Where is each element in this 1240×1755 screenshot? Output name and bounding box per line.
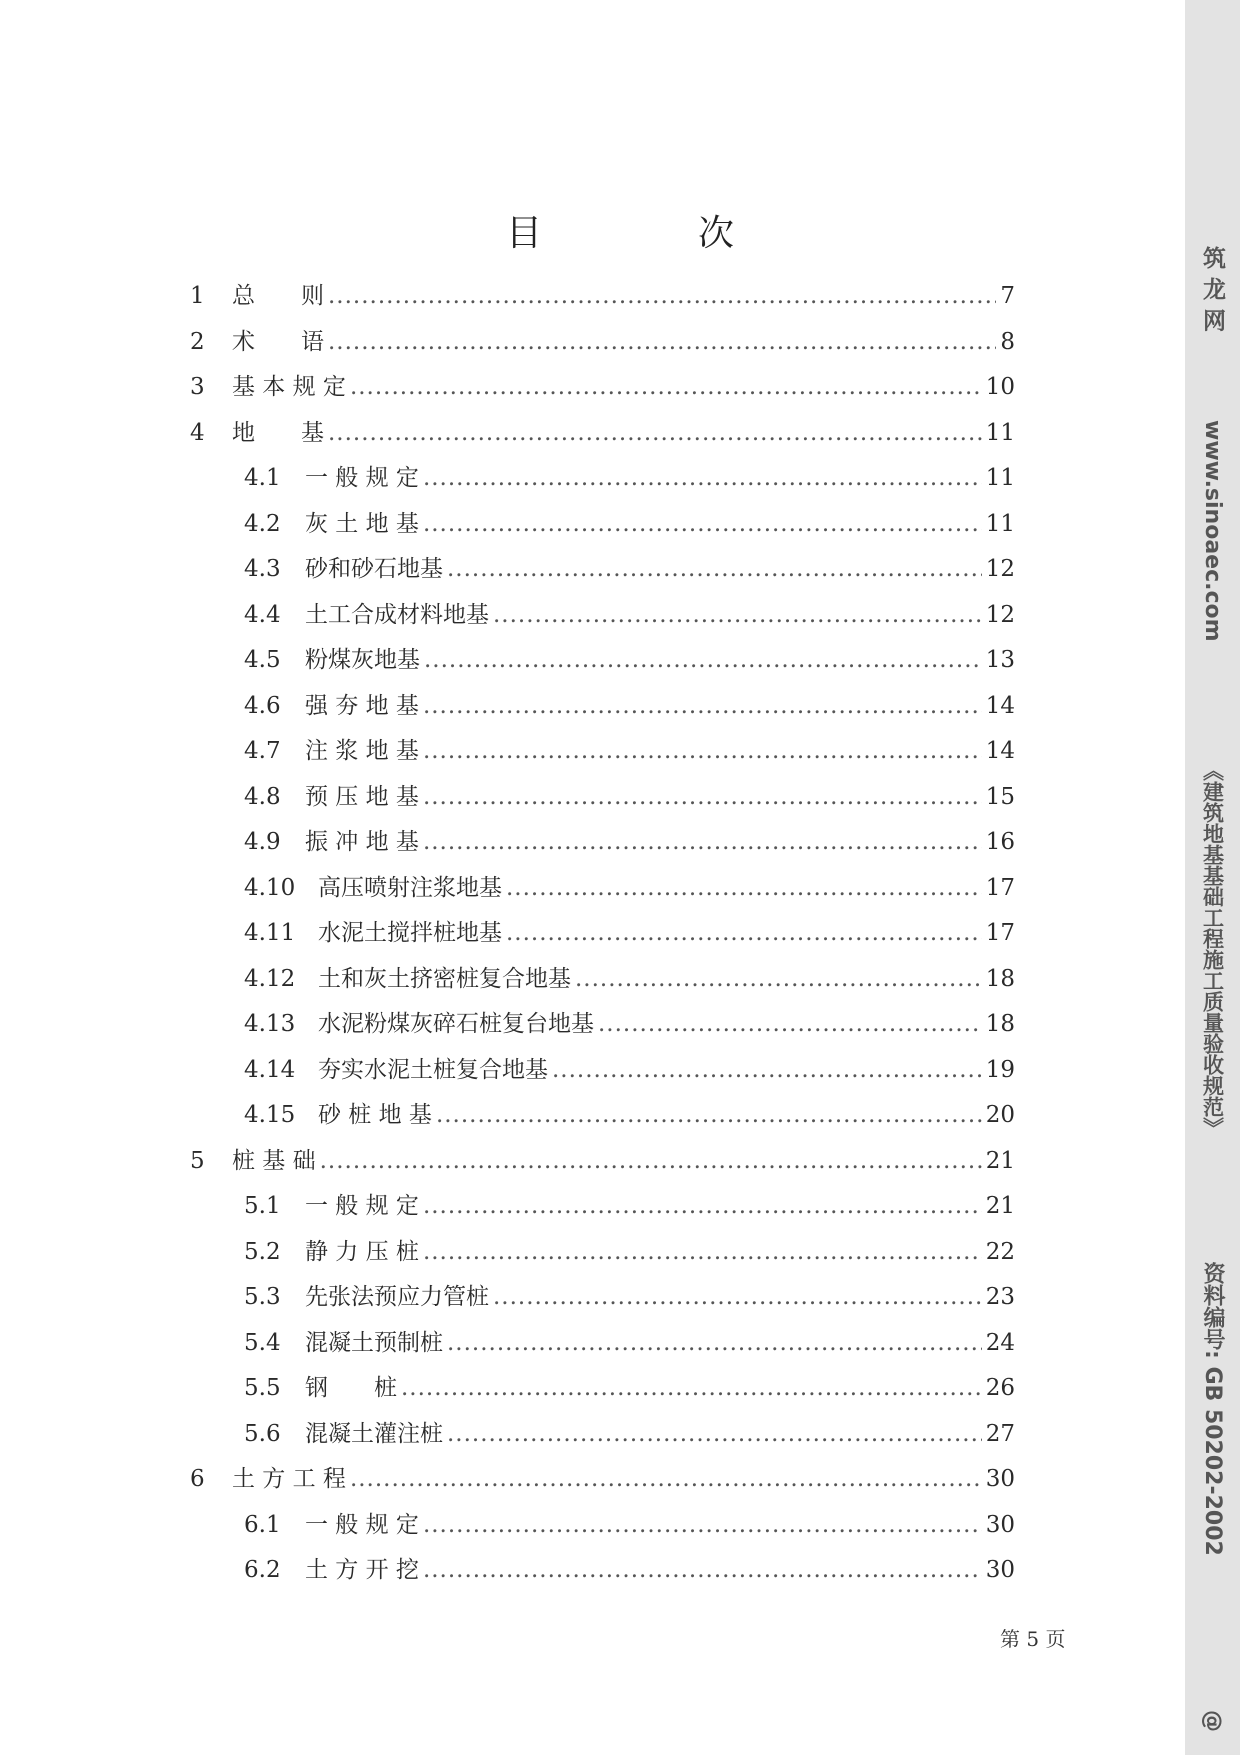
toc-section-title: 振 冲 地 基	[305, 829, 419, 855]
toc-section-number: 5.4	[244, 1329, 281, 1356]
toc-section-number: 5.1	[244, 1193, 281, 1219]
toc-dot-leader	[423, 1550, 982, 1590]
toc-entry[interactable]	[244, 731, 1015, 771]
toc-dot-leader	[328, 322, 996, 362]
toc-entry[interactable]	[244, 1095, 1015, 1135]
toc-section-number: 4.14	[244, 1056, 296, 1083]
toc-section-number: 4.9	[244, 829, 281, 855]
toc-section-title: 水泥粉煤灰碎石桩复台地基	[318, 1011, 594, 1037]
toc-page-number: 17	[985, 920, 1015, 946]
toc-page-number: 21	[985, 1193, 1015, 1219]
banner-site-name: 筑 龙 网	[1199, 246, 1225, 332]
toc-entry[interactable]	[244, 1323, 1015, 1363]
toc-dot-leader	[506, 868, 982, 908]
toc-entry[interactable]	[190, 322, 1015, 362]
toc-section-title: 灰 土 地 基	[305, 510, 419, 537]
toc-entry[interactable]	[244, 1550, 1015, 1590]
toc-entry[interactable]	[190, 1459, 1015, 1499]
toc-section-title: 混凝土灌注桩	[305, 1420, 443, 1447]
toc-section-title: 总 则	[232, 283, 324, 309]
toc-dot-leader	[447, 1323, 982, 1363]
toc-dot-leader	[320, 1141, 982, 1181]
toc-entry[interactable]	[244, 822, 1015, 862]
toc-section-number: 5.2	[244, 1238, 281, 1265]
toc-section-number: 4.3	[244, 556, 281, 582]
toc-entry[interactable]	[190, 1141, 1015, 1181]
page-number-label: 第 5 页	[1000, 1627, 1066, 1651]
toc-section-title: 夯实水泥土桩复合地基	[318, 1056, 548, 1083]
toc-page-number: 13	[985, 647, 1015, 673]
banner-at-symbol: @	[1200, 1710, 1225, 1732]
toc-entry[interactable]	[244, 868, 1015, 908]
toc-dot-leader	[423, 777, 982, 817]
toc-section-title: 地 基	[232, 419, 324, 446]
toc-dot-leader	[328, 413, 982, 453]
toc-dot-leader	[401, 1368, 982, 1408]
toc-page-number: 8	[1000, 328, 1015, 355]
toc-entry[interactable]	[244, 504, 1015, 544]
side-banner-text	[1185, 0, 1240, 1755]
toc-entry[interactable]	[244, 1368, 1015, 1408]
toc-dot-leader	[552, 1050, 982, 1090]
toc-dot-leader	[328, 276, 996, 316]
toc-dot-leader	[598, 1004, 982, 1044]
toc-entry[interactable]	[244, 1186, 1015, 1226]
toc-section-number: 4.11	[244, 920, 296, 946]
toc-entry[interactable]	[244, 1050, 1015, 1090]
toc-section-number: 4.12	[244, 965, 296, 992]
toc-section-number: 3	[190, 374, 205, 400]
toc-dot-leader	[423, 1186, 982, 1226]
toc-section-number: 1	[190, 283, 205, 309]
toc-entry[interactable]	[244, 640, 1015, 680]
toc-dot-leader	[423, 504, 982, 544]
toc-entry[interactable]	[244, 959, 1015, 999]
toc-section-number: 5	[190, 1147, 205, 1174]
toc-dot-leader	[423, 731, 982, 771]
toc-section-title: 高压喷射注浆地基	[318, 874, 502, 901]
toc-page-number: 12	[985, 601, 1015, 628]
toc-section-title: 土 方 工 程	[232, 1466, 346, 1492]
toc-section-title: 砂和砂石地基	[305, 556, 443, 582]
toc-section-number: 4.8	[244, 783, 281, 810]
toc-page-number: 11	[985, 419, 1015, 446]
toc-entry[interactable]	[244, 595, 1015, 635]
toc-page-number: 14	[985, 692, 1015, 719]
toc-page-number: 11	[985, 510, 1015, 537]
toc-section-title: 混凝土预制桩	[305, 1329, 443, 1356]
toc-section-title: 术 语	[232, 328, 324, 355]
toc-page-number: 19	[985, 1056, 1015, 1083]
toc-section-title: 水泥土搅拌桩地基	[318, 920, 502, 946]
toc-section-title: 强 夯 地 基	[305, 692, 419, 719]
toc-section-number: 5.3	[244, 1284, 281, 1310]
toc-dot-leader	[423, 822, 982, 862]
toc-section-number: 4.1	[244, 465, 281, 491]
toc-dot-leader	[493, 595, 982, 635]
toc-section-number: 4.10	[244, 874, 296, 901]
toc-entry[interactable]	[244, 549, 1015, 589]
toc-section-title: 基 本 规 定	[232, 374, 346, 400]
toc-section-number: 4.2	[244, 510, 281, 537]
toc-dot-leader	[423, 1232, 982, 1272]
toc-dot-leader	[447, 549, 982, 589]
toc-dot-leader	[350, 1459, 982, 1499]
toc-entry[interactable]	[244, 1004, 1015, 1044]
toc-entry[interactable]	[244, 458, 1015, 498]
toc-entry[interactable]	[190, 276, 1015, 316]
toc-section-title: 注 浆 地 基	[305, 738, 419, 764]
toc-entry[interactable]	[244, 1232, 1015, 1272]
toc-page-number: 30	[985, 1557, 1015, 1583]
toc-section-title: 一 般 规 定	[305, 465, 419, 491]
page-title: 目 次	[505, 213, 794, 254]
toc-section-title: 土和灰土挤密桩复合地基	[318, 965, 571, 992]
toc-section-number: 4.4	[244, 601, 281, 628]
toc-section-title: 桩 基 础	[232, 1147, 316, 1174]
toc-page-number: 27	[985, 1420, 1015, 1447]
toc-dot-leader	[350, 367, 982, 407]
toc-page-number: 22	[985, 1238, 1015, 1265]
toc-section-number: 6.1	[244, 1511, 281, 1538]
toc-page-number: 23	[985, 1284, 1015, 1310]
toc-entry[interactable]	[244, 777, 1015, 817]
toc-section-title: 先张法预应力管桩	[305, 1284, 489, 1310]
toc-page-number: 17	[985, 874, 1015, 901]
toc-page-number: 20	[985, 1102, 1015, 1128]
toc-page-number: 10	[985, 374, 1015, 400]
toc-entry[interactable]	[190, 367, 1015, 407]
toc-section-number: 5.6	[244, 1420, 281, 1447]
toc-dot-leader	[424, 640, 982, 680]
toc-page-number: 30	[985, 1511, 1015, 1538]
toc-dot-leader	[423, 686, 982, 726]
toc-section-title: 土 方 开 挖	[305, 1557, 419, 1583]
toc-dot-leader	[506, 913, 982, 953]
toc-section-title: 预 压 地 基	[305, 783, 419, 810]
toc-page-number: 30	[985, 1466, 1015, 1492]
toc-section-title: 砂 桩 地 基	[318, 1102, 432, 1128]
toc-section-number: 4.5	[244, 647, 281, 673]
toc-section-number: 4.15	[244, 1102, 296, 1128]
toc-section-number: 4.7	[244, 738, 281, 764]
toc-page-number: 24	[985, 1329, 1015, 1356]
toc-section-number: 4.13	[244, 1011, 296, 1037]
toc-section-title: 粉煤灰地基	[305, 647, 420, 673]
toc-section-title: 土工合成材料地基	[305, 601, 489, 628]
toc-page-number: 11	[985, 465, 1015, 491]
toc-dot-leader	[447, 1414, 982, 1454]
toc-entry[interactable]	[244, 1277, 1015, 1317]
toc-section-number: 5.5	[244, 1375, 281, 1401]
toc-section-title: 一 般 规 定	[305, 1193, 419, 1219]
toc-section-number: 4.6	[244, 692, 281, 719]
banner-url: www.sinoaec.com	[1200, 420, 1225, 642]
toc-section-title: 钢 桩	[305, 1375, 397, 1401]
toc-section-number: 2	[190, 328, 205, 355]
toc-page-number: 21	[985, 1147, 1015, 1174]
toc-dot-leader	[423, 458, 982, 498]
toc-section-number: 6	[190, 1466, 205, 1492]
toc-section-title: 一 般 规 定	[305, 1511, 419, 1538]
toc-entry[interactable]	[190, 413, 1015, 453]
toc-entry[interactable]	[244, 686, 1015, 726]
toc-dot-leader	[423, 1505, 982, 1545]
toc-page-number: 15	[985, 783, 1015, 810]
toc-page-number: 16	[985, 829, 1015, 855]
banner-doc-title: 《建筑地基基础工程施工质量验收规范》	[1200, 760, 1225, 1138]
toc-dot-leader	[575, 959, 982, 999]
toc-section-number: 6.2	[244, 1557, 281, 1583]
toc-entry[interactable]	[244, 1414, 1015, 1454]
toc-dot-leader	[436, 1095, 982, 1135]
toc-page-number: 7	[1000, 283, 1015, 309]
toc-dot-leader	[493, 1277, 982, 1317]
toc-page-number: 18	[985, 965, 1015, 992]
toc-entry[interactable]	[244, 1505, 1015, 1545]
banner-doc-code: 资料编号: GB 50202-2002	[1200, 1262, 1225, 1556]
toc-page-number: 12	[985, 556, 1015, 582]
toc-page-number: 26	[985, 1375, 1015, 1401]
toc-page-number: 14	[985, 738, 1015, 764]
toc-section-number: 4	[190, 419, 205, 446]
toc-entry[interactable]	[244, 913, 1015, 953]
toc-section-title: 静 力 压 桩	[305, 1238, 419, 1265]
toc-page-number: 18	[985, 1011, 1015, 1037]
